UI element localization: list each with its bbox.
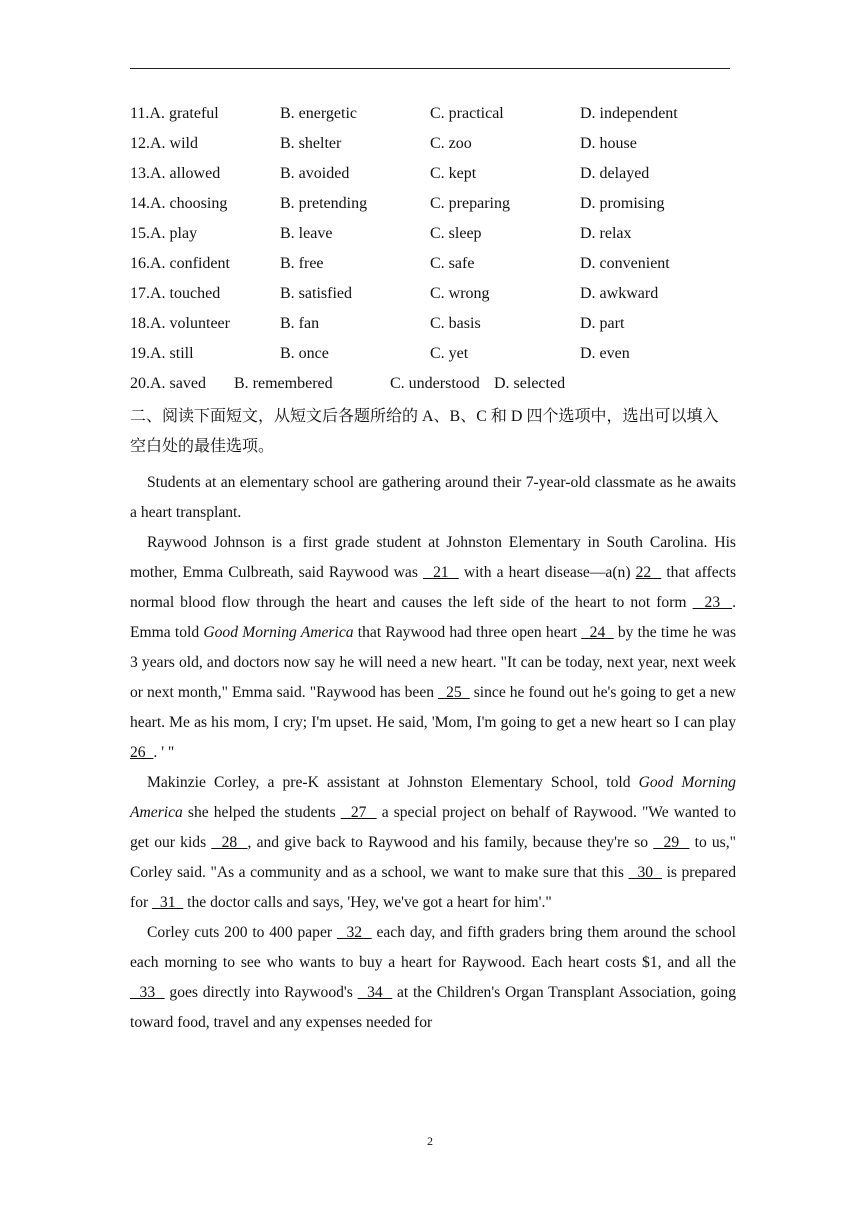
option-d: D. even bbox=[580, 345, 630, 362]
option-a: 16.A. confident bbox=[130, 255, 230, 272]
option-b: B. satisfied bbox=[280, 285, 352, 302]
option-d: D. part bbox=[580, 315, 625, 332]
option-c: C. practical bbox=[430, 105, 504, 122]
option-c: C. yet bbox=[430, 345, 469, 362]
option-a: 12.A. wild bbox=[130, 135, 198, 152]
option-a: 13.A. allowed bbox=[130, 165, 221, 182]
italic-title: Good Morning America bbox=[130, 774, 736, 821]
blank-28: 28 bbox=[211, 834, 248, 851]
option-row-13 bbox=[130, 162, 750, 192]
option-b: B. shelter bbox=[280, 135, 342, 152]
text: Makinzie Corley, a pre-K assistant at Johnston Elementary School, told bbox=[147, 774, 639, 791]
option-a: 15.A. play bbox=[130, 225, 198, 242]
option-d: D. house bbox=[580, 135, 637, 152]
option-b: B. free bbox=[280, 255, 324, 272]
text: to us," Corley said. "As a community and as a school, we want to make sure that this bbox=[130, 834, 737, 881]
option-a: 14.A. choosing bbox=[130, 195, 228, 212]
blank-30: 30 bbox=[628, 864, 663, 881]
option-c: C. understood bbox=[390, 375, 480, 392]
option-row-16 bbox=[130, 252, 750, 282]
option-d: D. independent bbox=[580, 105, 678, 122]
blank-29: 29 bbox=[653, 834, 690, 851]
option-b: B. remembered bbox=[234, 375, 333, 392]
option-row-15 bbox=[130, 222, 750, 252]
text: . ' " bbox=[153, 744, 175, 761]
text: , and give back to Raywood and his family, because they're so bbox=[247, 834, 654, 851]
option-a: 18.A. volunteer bbox=[130, 315, 230, 332]
blank-33: 33 bbox=[130, 984, 165, 1001]
blank-21: 21 bbox=[422, 564, 459, 581]
blank-31: 31 bbox=[152, 894, 184, 911]
text: goes directly into Raywood's bbox=[164, 984, 358, 1001]
option-row-11 bbox=[130, 102, 750, 132]
option-row-19 bbox=[130, 342, 750, 372]
page-number: 2 bbox=[427, 1134, 433, 1148]
option-d: D. promising bbox=[580, 195, 665, 212]
option-b: B. pretending bbox=[280, 195, 368, 212]
reading-passage bbox=[130, 468, 736, 1038]
option-row-12 bbox=[130, 132, 750, 162]
option-c: C. wrong bbox=[430, 285, 490, 302]
text: since he found out he's going to get a new heart. Me as his mom, I cry; I'm upset. He said, 'Mom, I'm going to get a new heart so I can play bbox=[130, 684, 737, 731]
text: that affects normal blood flow through the heart and causes the left side of the heart to not form bbox=[130, 564, 737, 611]
paragraph-2 bbox=[130, 528, 736, 768]
text: Corley cuts 200 to 400 paper bbox=[147, 924, 337, 941]
text: each day, and fifth graders bring them around the school each morning to see who wants to buy a heart for Raywood. Each heart costs $1, and all the bbox=[130, 924, 737, 971]
option-d: D. awkward bbox=[580, 285, 659, 302]
option-a: 20.A. saved bbox=[130, 375, 206, 392]
blank-22: 22 bbox=[635, 564, 662, 581]
text: is prepared for bbox=[130, 864, 737, 911]
option-d: D. delayed bbox=[580, 165, 650, 182]
option-c: C. kept bbox=[430, 165, 477, 182]
text: a special project on behalf of Raywood. "We wanted to get our kids bbox=[130, 804, 737, 851]
blank-27: 27 bbox=[340, 804, 377, 821]
blank-23: 23 bbox=[692, 594, 733, 611]
blank-25: 25 bbox=[438, 684, 470, 701]
option-c: C. safe bbox=[430, 255, 475, 272]
text: by the time he was 3 years old, and doctors now say he will need a new heart. "It can be today, next year, next week or next month," Emma said. "Raywood has been bbox=[130, 624, 737, 701]
option-row-18 bbox=[130, 312, 750, 342]
option-row-20 bbox=[130, 372, 750, 402]
option-b: B. avoided bbox=[280, 165, 350, 182]
option-row-14 bbox=[130, 192, 750, 222]
italic-title: Good Morning America bbox=[203, 624, 354, 641]
section-instructions: 二、阅读下面短文，从短文后各题所给的 A、B、C 和 D 四个选项中，选出可以填入空白处的最佳选项。 bbox=[130, 408, 719, 455]
option-a: 19.A. still bbox=[130, 345, 194, 362]
paragraph-3 bbox=[130, 768, 736, 918]
blank-24: 24 bbox=[581, 624, 614, 641]
option-b: B. once bbox=[280, 345, 329, 362]
text: that Raywood had three open heart bbox=[353, 624, 582, 641]
blank-26: 26 bbox=[130, 744, 154, 761]
option-a: 17.A. touched bbox=[130, 285, 221, 302]
option-c: C. sleep bbox=[430, 225, 482, 242]
paragraph-4 bbox=[130, 918, 736, 1038]
option-d: D. relax bbox=[580, 225, 632, 242]
text: the doctor calls and says, 'Hey, we've got a heart for him'." bbox=[183, 894, 552, 911]
text: with a heart disease—a(n) bbox=[458, 564, 636, 581]
option-a: 11.A. grateful bbox=[130, 105, 219, 122]
text: Students at an elementary school are gathering around their 7-year-old classmate as he awaits a heart transplant. bbox=[130, 474, 736, 521]
option-b: B. fan bbox=[280, 315, 320, 332]
answer-options bbox=[130, 102, 750, 402]
text: she helped the students bbox=[182, 804, 341, 821]
option-d: D. selected bbox=[494, 375, 566, 392]
blank-34: 34 bbox=[357, 984, 393, 1001]
option-row-17 bbox=[130, 282, 750, 312]
header-rule bbox=[130, 68, 730, 69]
option-c: C. basis bbox=[430, 315, 481, 332]
option-c: C. preparing bbox=[430, 195, 510, 212]
paragraph-1 bbox=[130, 468, 736, 528]
option-c: C. zoo bbox=[430, 135, 472, 152]
blank-32: 32 bbox=[336, 924, 372, 941]
option-b: B. leave bbox=[280, 225, 333, 242]
text: at the Children's Organ Transplant Association, going toward food, travel and any expenses needed for bbox=[130, 984, 736, 1031]
text: . Emma told bbox=[130, 594, 737, 641]
option-d: D. convenient bbox=[580, 255, 670, 272]
option-b: B. energetic bbox=[280, 105, 358, 122]
text: Raywood Johnson is a first grade student at Johnston Elementary in South Carolina. His mother, Emma Culbreath, said Raywood was bbox=[130, 534, 736, 581]
